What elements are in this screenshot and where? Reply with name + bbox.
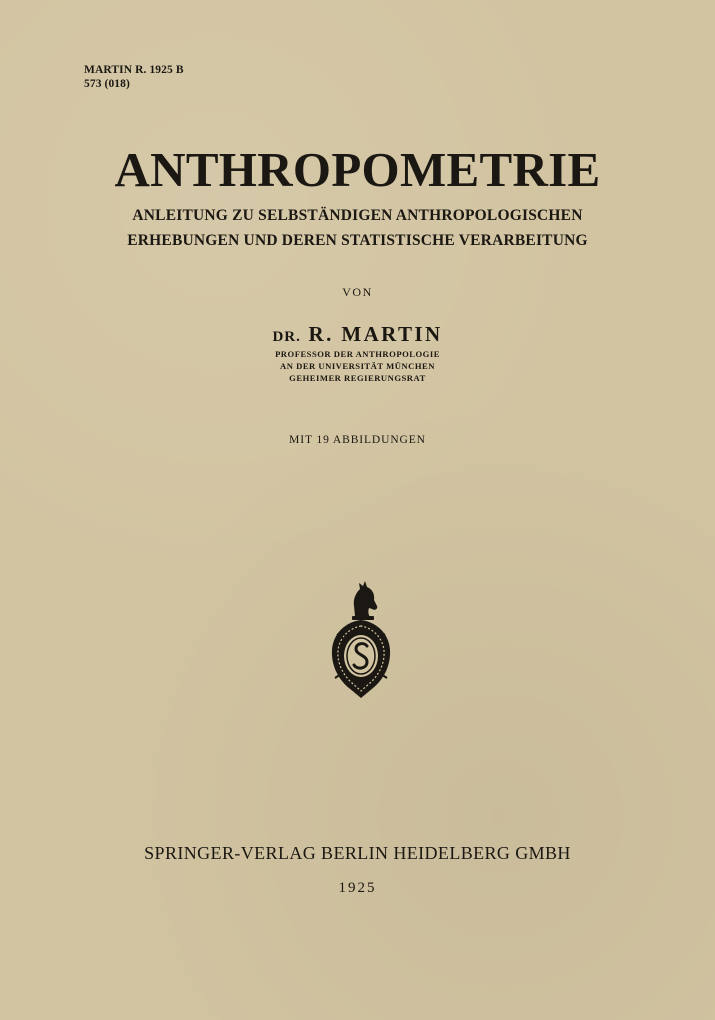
catalog-line-2: 573 (018) (84, 78, 130, 90)
author-prefix: DR. (272, 329, 301, 345)
catalog-line-1: MARTIN R. 1925 B (84, 64, 184, 76)
author-affiliation (0, 348, 715, 384)
author-name (0, 321, 715, 350)
affiliation-line-1: PROFESSOR DER ANTHROPOLOGIE (275, 349, 440, 359)
affiliation-line-2: AN DER UNIVERSITÄT MÜNCHEN (280, 361, 435, 371)
subtitle-line-2: ERHEBUNGEN UND DEREN STATISTISCHE VERARBEITUNG (127, 232, 588, 249)
subtitle-line-1: ANLEITUNG ZU SELBSTÄNDIGEN ANTHROPOLOGISCHEN (132, 207, 583, 224)
logo-graphic (325, 578, 397, 702)
by-label: VON (342, 285, 373, 299)
shield-icon (332, 620, 390, 698)
springer-knight-emblem-icon (325, 578, 397, 702)
book-subtitle (0, 203, 715, 253)
publication-year: 1925 (338, 880, 377, 896)
affiliation-line-3: GEHEIMER REGIERUNGSRAT (289, 373, 426, 383)
publisher-name: SPRINGER-VERLAG BERLIN HEIDELBERG GMBH (144, 843, 571, 863)
knight-head-icon (352, 581, 377, 620)
illustrations-note: MIT 19 ABBILDUNGEN (289, 434, 426, 446)
catalog-number (84, 63, 184, 91)
author-surname: R. MARTIN (308, 322, 443, 346)
book-title: ANTHROPOMETRIE (114, 142, 601, 197)
